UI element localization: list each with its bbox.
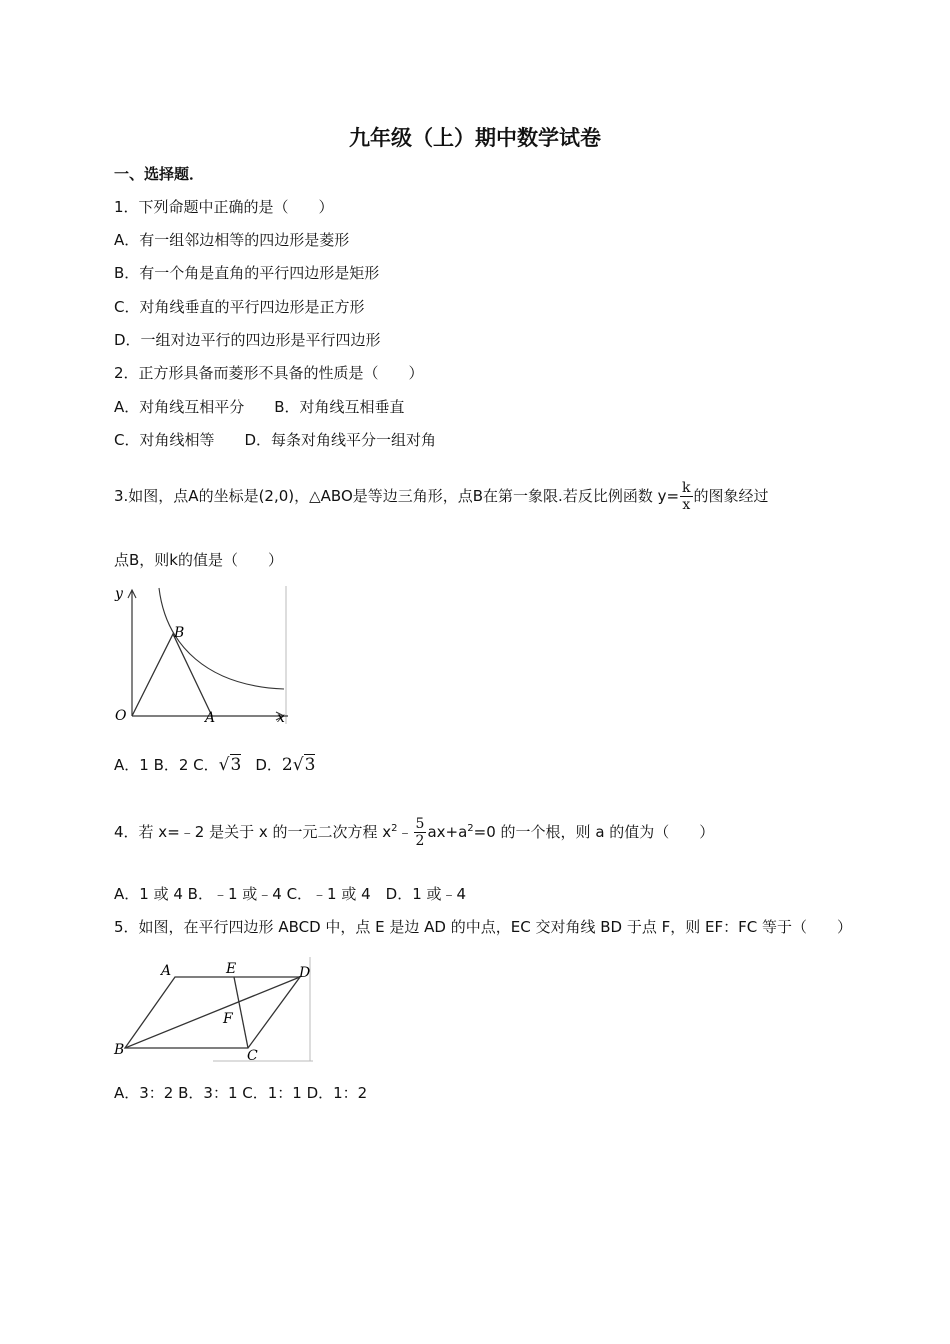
q3-label-b: B [174,625,185,641]
q1-option-a: A．有一组邻边相等的四边形是菱形 [114,231,350,249]
q3-figure [112,584,288,726]
q4-minus: ﹣ [397,823,413,841]
q5-stem: 5．如图，在平行四边形 ABCD 中，点 E 是边 AD 的中点，EC 交对角线 BD 于点 F，则 EF：FC 等于（ ） [114,918,852,936]
q3-fraction: $\frac{k}{x}$ [682,480,691,513]
section-heading: 一、选择题． [114,165,205,183]
q3-options [114,754,315,776]
q4-stem-text: 4．若 x=﹣2 是关于 x 的一元二次方程 x [114,823,392,841]
q3-stem-text: 3.如图，点A的坐标是(2,0)，△ABO是等边三角形，点B在第一象限.若反比例函数 y= [114,487,680,505]
q5-label-c: C [247,1048,258,1063]
q5-label-e: E [226,961,237,977]
q4-stem-mid: ax+a [427,823,468,841]
q3-label-a: A [205,710,216,726]
q3-stem [114,478,769,514]
q1-option-d: D．一组对边平行的四边形是平行四边形 [114,331,381,349]
q4-stem-tail: =0 的一个根，则 a 的值为（ ） [473,823,715,841]
q4-exponent-2: 2 [467,823,474,834]
q1-stem: 1．下列命题中正确的是（ ） [114,198,334,216]
q3-label-y: y [115,586,123,602]
q5-label-f: F [223,1011,233,1027]
q3-option-d-sqrt: 2√3 [281,755,316,775]
q5-label-b: B [114,1042,125,1058]
q5-label-d: D [299,965,311,981]
q4-options: A．1 或 4 B．﹣1 或﹣4 C．﹣1 或 4 D．1 或﹣4 [114,885,467,903]
q5-figure [113,957,313,1063]
q2-options-ab: A．对角线互相平分 B．对角线互相垂直 [114,398,405,416]
q4-exponent-1: 2 [391,823,398,834]
q3-stem-continued: 点B，则k的值是（ ） [114,551,283,569]
q3-option-d-label: D． [255,756,282,774]
q3-option-c-sqrt: √3 [218,755,242,775]
q4-stem [114,814,714,850]
q5-options: A．3：2 B．3：1 C．1：1 D．1：2 [114,1084,368,1102]
q1-option-b: B．有一个角是直角的平行四边形是矩形 [114,264,380,282]
q2-options-cd: C．对角线相等 D．每条对角线平分一组对角 [114,431,437,449]
q3-label-x: x [277,710,285,726]
page-title: 九年级（上）期中数学试卷 [349,126,601,150]
q3-options-ab: A．1 B．2 C． [114,756,219,774]
q2-stem: 2．正方形具备而菱形不具备的性质是（ ） [114,364,424,382]
q3-label-o: O [115,708,127,724]
q5-label-a: A [161,963,172,979]
q3-stem-tail: 的图象经过 [693,487,769,505]
q4-fraction: $\frac{5}{2}$ [415,816,425,849]
q1-option-c: C．对角线垂直的平行四边形是正方形 [114,298,365,316]
